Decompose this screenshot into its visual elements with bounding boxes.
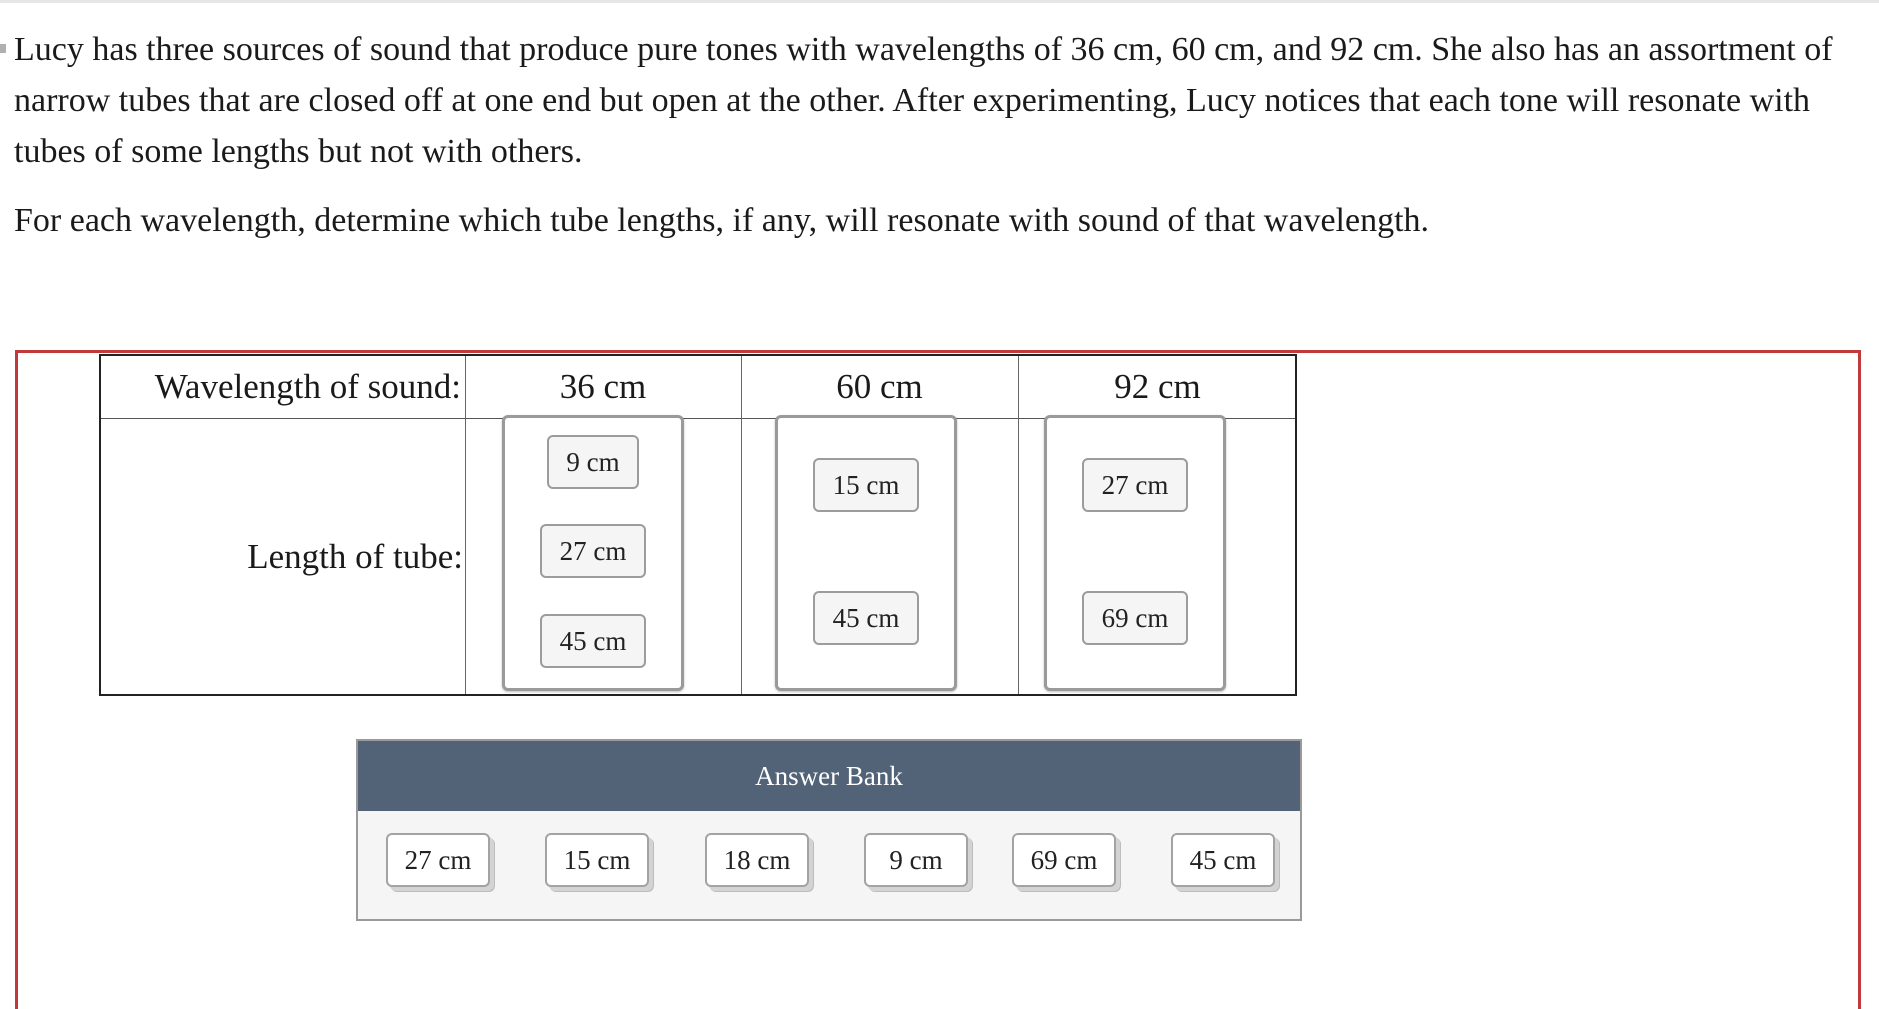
wavelength-36-header: 36 cm	[559, 367, 647, 406]
bank-chip-27cm[interactable]: 27 cm	[386, 833, 490, 887]
question-text	[14, 24, 1864, 246]
wavelength-92-header: 92 cm	[1114, 367, 1201, 406]
placed-chip-69cm[interactable]: 69 cm	[1082, 591, 1188, 645]
matching-table	[99, 354, 1297, 696]
bank-chip-18cm[interactable]: 18 cm	[705, 833, 809, 887]
bank-chip-15cm[interactable]: 15 cm	[545, 833, 649, 887]
question-instruction: For each wavelength, determine which tube lengths, if any, will resonate with sound of that wavelength.	[14, 202, 1430, 239]
question-marker	[0, 44, 6, 53]
drop-zone-36cm[interactable]	[502, 415, 684, 691]
answer-bank-title: Answer Bank	[358, 741, 1300, 811]
placed-chip-45cm[interactable]: 45 cm	[540, 614, 646, 668]
placed-chip-27cm[interactable]: 27 cm	[540, 524, 646, 578]
wavelength-60-header: 60 cm	[836, 367, 923, 406]
answer-bank	[356, 739, 1302, 921]
question-paragraph: Lucy has three sources of sound that produce pure tones with wavelengths of 36 cm, 60 cm, and 92 cm. She also has an assortment of narrow tubes that are closed off at one end but open at the other. After experimenting, Lucy notices that each tone will resonate with tubes of some lengths but not with others.	[14, 31, 1833, 170]
bank-chip-69cm[interactable]: 69 cm	[1012, 833, 1116, 887]
wavelength-header-label: Wavelength of sound:	[154, 367, 461, 406]
top-divider	[0, 0, 1879, 3]
placed-chip-27cm[interactable]: 27 cm	[1082, 458, 1188, 512]
placed-chip-45cm[interactable]: 45 cm	[813, 591, 919, 645]
drop-zone-60cm[interactable]	[775, 415, 957, 691]
placed-chip-9cm[interactable]: 9 cm	[547, 435, 639, 489]
tube-length-label: Length of tube:	[247, 537, 463, 576]
bank-chip-9cm[interactable]: 9 cm	[864, 833, 968, 887]
bank-chip-45cm[interactable]: 45 cm	[1171, 833, 1275, 887]
placed-chip-15cm[interactable]: 15 cm	[813, 458, 919, 512]
drop-zone-92cm[interactable]	[1044, 415, 1226, 691]
